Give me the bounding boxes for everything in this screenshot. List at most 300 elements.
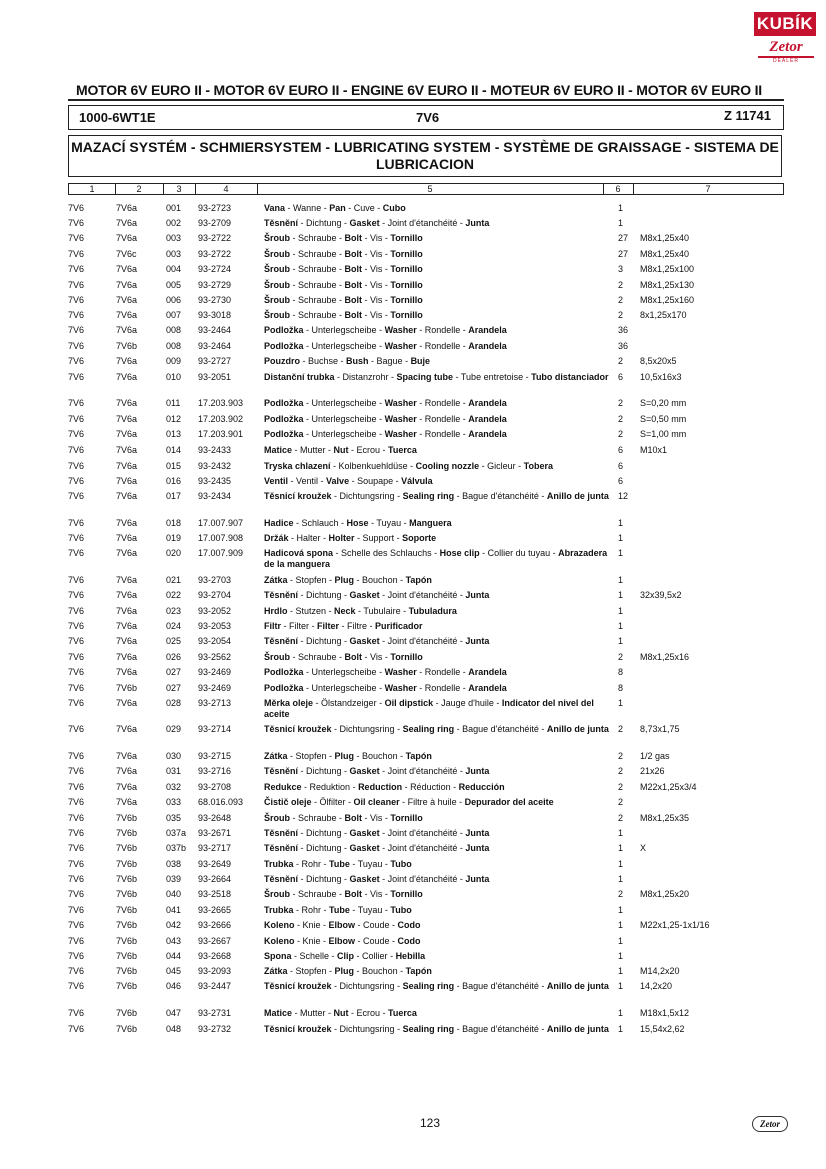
catalog-number: Z 11741 bbox=[724, 108, 771, 123]
part-number-cell: 68.016.093 bbox=[198, 797, 244, 807]
position-cell: 024 bbox=[166, 621, 182, 631]
description-cell: Hadice - Schlauch - Hose - Tuyau - Manguera bbox=[264, 518, 452, 528]
variant-cell: 7V6b bbox=[116, 874, 138, 884]
part-number-cell: 93-3018 bbox=[198, 310, 232, 320]
quantity-cell: 1 bbox=[618, 218, 624, 228]
model-cell: 7V6 bbox=[68, 981, 85, 991]
note-cell: M8x1,25x40 bbox=[640, 233, 690, 243]
position-cell: 025 bbox=[166, 636, 182, 646]
model-cell: 7V6 bbox=[68, 1008, 85, 1018]
position-cell: 005 bbox=[166, 280, 182, 290]
model-cell: 7V6 bbox=[68, 874, 85, 884]
quantity-cell: 6 bbox=[618, 372, 624, 382]
model-cell: 7V6 bbox=[68, 461, 85, 471]
variant-cell: 7V6b bbox=[116, 843, 138, 853]
page-title: MOTOR 6V EURO II - MOTOR 6V EURO II - ENGINE 6V EURO II - MOTEUR 6V EURO II - MOTOR 6V EURO II bbox=[76, 82, 762, 98]
variant-cell: 7V6b bbox=[116, 859, 138, 869]
note-cell: 1/2 gas bbox=[640, 751, 670, 761]
model-cell: 7V6 bbox=[68, 920, 85, 930]
model-cell: 7V6 bbox=[68, 1024, 85, 1034]
note-cell: 21x26 bbox=[640, 766, 665, 776]
variant-cell: 7V6a bbox=[116, 766, 138, 776]
quantity-cell: 1 bbox=[618, 621, 624, 631]
part-number-cell: 93-2704 bbox=[198, 590, 232, 600]
part-number-cell: 93-2708 bbox=[198, 782, 232, 792]
part-number-cell: 93-2703 bbox=[198, 575, 232, 585]
position-cell: 044 bbox=[166, 951, 182, 961]
variant-cell: 7V6a bbox=[116, 218, 138, 228]
part-number-cell: 93-2432 bbox=[198, 461, 232, 471]
position-cell: 037b bbox=[166, 843, 187, 853]
part-number-cell: 17.007.908 bbox=[198, 533, 244, 543]
variant-cell: 7V6b bbox=[116, 813, 138, 823]
position-cell: 008 bbox=[166, 341, 182, 351]
note-cell: M22x1,25-1x1/16 bbox=[640, 920, 710, 930]
quantity-cell: 6 bbox=[618, 445, 624, 455]
position-cell: 017 bbox=[166, 491, 182, 501]
description-cell: Čistič oleje - Ölfilter - Oil cleaner - Filtre à huile - Depurador del aceite bbox=[264, 797, 554, 807]
variant-cell: 7V6a bbox=[116, 325, 138, 335]
col-header-2: 2 bbox=[136, 184, 142, 194]
note-cell: M14,2x20 bbox=[640, 966, 680, 976]
note-cell: M18x1,5x12 bbox=[640, 1008, 690, 1018]
variant-cell: 7V6a bbox=[116, 575, 138, 585]
quantity-cell: 1 bbox=[618, 874, 624, 884]
position-cell: 021 bbox=[166, 575, 182, 585]
quantity-cell: 1 bbox=[618, 920, 624, 930]
position-cell: 032 bbox=[166, 782, 182, 792]
model-cell: 7V6 bbox=[68, 203, 85, 213]
quantity-cell: 1 bbox=[618, 606, 624, 616]
variant-cell: 7V6a bbox=[116, 491, 138, 501]
description-cell: Vana - Wanne - Pan - Cuve - Cubo bbox=[264, 203, 406, 213]
model-cell: 7V6 bbox=[68, 621, 85, 631]
model-cell: 7V6 bbox=[68, 445, 85, 455]
variant-cell: 7V6c bbox=[116, 249, 137, 259]
model-cell: 7V6 bbox=[68, 548, 85, 558]
position-cell: 004 bbox=[166, 264, 182, 274]
col-header-1: 1 bbox=[89, 184, 95, 194]
position-cell: 009 bbox=[166, 356, 182, 366]
description-cell: Podložka - Unterlegscheibe - Washer - Rondelle - Arandela bbox=[264, 683, 507, 693]
note-cell: M10x1 bbox=[640, 445, 668, 455]
note-cell: 32x39,5x2 bbox=[640, 590, 682, 600]
position-cell: 014 bbox=[166, 445, 182, 455]
model-cell: 7V6 bbox=[68, 476, 85, 486]
description-cell: Filtr - Filter - Filter - Filtre - Purificador bbox=[264, 621, 423, 631]
description-cell: Těsnění - Dichtung - Gasket - Joint d'étanchéité - Junta bbox=[264, 843, 490, 853]
part-number-cell: 93-2093 bbox=[198, 966, 232, 976]
position-cell: 037a bbox=[166, 828, 187, 838]
quantity-cell: 1 bbox=[618, 636, 624, 646]
quantity-cell: 1 bbox=[618, 951, 624, 961]
model-cell: 7V6 bbox=[68, 372, 85, 382]
model-cell: 7V6 bbox=[68, 859, 85, 869]
model-cell: 7V6 bbox=[68, 683, 85, 693]
position-cell: 048 bbox=[166, 1024, 182, 1034]
description-cell: Těsnicí kroužek - Dichtungsring - Sealing ring - Bague d'étanchéité - Anillo de junta bbox=[264, 724, 609, 734]
part-number-cell: 93-2730 bbox=[198, 295, 232, 305]
part-number-cell: 17.007.907 bbox=[198, 518, 244, 528]
model-cell: 7V6 bbox=[68, 590, 85, 600]
description-cell: Pouzdro - Buchse - Bush - Bague - Buje bbox=[264, 356, 431, 366]
note-cell: M8x1,25x35 bbox=[640, 813, 690, 823]
model-cell: 7V6 bbox=[68, 751, 85, 761]
quantity-cell: 1 bbox=[618, 518, 624, 528]
description-cell: Podložka - Unterlegscheibe - Washer - Rondelle - Arandela bbox=[264, 398, 507, 408]
part-number-cell: 93-2723 bbox=[198, 203, 232, 213]
note-cell: X bbox=[640, 843, 647, 853]
position-cell: 022 bbox=[166, 590, 182, 600]
variant-cell: 7V6a bbox=[116, 782, 138, 792]
part-number-cell: 93-2668 bbox=[198, 951, 232, 961]
part-number-cell: 93-2716 bbox=[198, 766, 232, 776]
note-cell: S=0,50 mm bbox=[640, 414, 687, 424]
model-cell: 7V6 bbox=[68, 843, 85, 853]
variant-cell: 7V6a bbox=[116, 476, 138, 486]
quantity-cell: 2 bbox=[618, 429, 624, 439]
quantity-cell: 1 bbox=[618, 936, 624, 946]
quantity-cell: 2 bbox=[618, 652, 624, 662]
quantity-cell: 1 bbox=[618, 590, 624, 600]
model-cell: 7V6 bbox=[68, 414, 85, 424]
quantity-cell: 6 bbox=[618, 461, 624, 471]
description-cell: Tryska chlazení - Kolbenkuehldüse - Cooling nozzle - Gicleur - Tobera bbox=[264, 461, 553, 471]
quantity-cell: 1 bbox=[618, 828, 624, 838]
quantity-cell: 1 bbox=[618, 981, 624, 991]
model-cell: 7V6 bbox=[68, 889, 85, 899]
note-cell: M8x1,25x100 bbox=[640, 264, 695, 274]
position-cell: 023 bbox=[166, 606, 182, 616]
part-number-cell: 17.203.903 bbox=[198, 398, 244, 408]
model-cell: 7V6 bbox=[68, 218, 85, 228]
model-code: 1000-6WT1E bbox=[79, 110, 156, 125]
part-number-cell: 17.007.909 bbox=[198, 548, 244, 558]
part-number-cell: 93-2665 bbox=[198, 905, 232, 915]
variant-cell: 7V6a bbox=[116, 372, 138, 382]
position-cell: 002 bbox=[166, 218, 182, 228]
part-number-cell: 93-2648 bbox=[198, 813, 232, 823]
description-cell: Šroub - Schraube - Bolt - Vis - Tornillo bbox=[264, 889, 423, 899]
variant-cell: 7V6a bbox=[116, 264, 138, 274]
part-number-cell: 93-2724 bbox=[198, 264, 232, 274]
description-cell: Zátka - Stopfen - Plug - Bouchon - Tapón bbox=[264, 575, 432, 585]
description-cell: Koleno - Knie - Elbow - Coude - Codo bbox=[264, 920, 421, 930]
note-cell: M8x1,25x40 bbox=[640, 249, 690, 259]
part-number-cell: 93-2464 bbox=[198, 341, 232, 351]
description-cell: Ventil - Ventil - Valve - Soupape - Válvula bbox=[264, 476, 433, 486]
col-header-7: 7 bbox=[705, 184, 711, 194]
position-cell: 038 bbox=[166, 859, 182, 869]
description-cell: Zátka - Stopfen - Plug - Bouchon - Tapón bbox=[264, 751, 432, 761]
part-number-cell: 93-2666 bbox=[198, 920, 232, 930]
position-cell: 039 bbox=[166, 874, 182, 884]
part-number-cell: 93-2053 bbox=[198, 621, 232, 631]
description-cell: Šroub - Schraube - Bolt - Vis - Tornillo bbox=[264, 295, 423, 305]
position-cell: 003 bbox=[166, 233, 182, 243]
variant-cell: 7V6a bbox=[116, 356, 138, 366]
zetor-footer-badge: Zetor bbox=[752, 1116, 788, 1132]
description-cell: Distanční trubka - Distanzrohr - Spacing tube - Tube entretoise - Tubo distanciador bbox=[264, 372, 609, 382]
part-number-cell: 93-2562 bbox=[198, 652, 232, 662]
quantity-cell: 2 bbox=[618, 356, 624, 366]
position-cell: 015 bbox=[166, 461, 182, 471]
model-cell: 7V6 bbox=[68, 951, 85, 961]
quantity-cell: 1 bbox=[618, 966, 624, 976]
part-number-cell: 93-2727 bbox=[198, 356, 232, 366]
part-number-cell: 93-2054 bbox=[198, 636, 232, 646]
model-cell: 7V6 bbox=[68, 667, 85, 677]
description-cell: Šroub - Schraube - Bolt - Vis - Tornillo bbox=[264, 264, 423, 274]
variant-cell: 7V6a bbox=[116, 667, 138, 677]
variant-cell: 7V6b bbox=[116, 951, 138, 961]
model-cell: 7V6 bbox=[68, 518, 85, 528]
description-cell: Podložka - Unterlegscheibe - Washer - Rondelle - Arandela bbox=[264, 429, 507, 439]
part-number-cell: 93-2469 bbox=[198, 683, 232, 693]
note-cell: M22x1,25x3/4 bbox=[640, 782, 697, 792]
quantity-cell: 1 bbox=[618, 533, 624, 543]
position-cell: 033 bbox=[166, 797, 182, 807]
kubik-logo-text: KUBÍK bbox=[754, 12, 816, 36]
quantity-cell: 12 bbox=[618, 491, 629, 501]
quantity-cell: 2 bbox=[618, 813, 624, 823]
variant-cell: 7V6b bbox=[116, 920, 138, 930]
variant-cell: 7V6b bbox=[116, 341, 138, 351]
part-number-cell: 93-2722 bbox=[198, 249, 232, 259]
position-cell: 020 bbox=[166, 548, 182, 558]
quantity-cell: 1 bbox=[618, 203, 624, 213]
model-cell: 7V6 bbox=[68, 429, 85, 439]
model-cell: 7V6 bbox=[68, 905, 85, 915]
description-cell: Šroub - Schraube - Bolt - Vis - Tornillo bbox=[264, 249, 423, 259]
part-number-cell: 17.203.902 bbox=[198, 414, 244, 424]
variant-cell: 7V6a bbox=[116, 414, 138, 424]
model-cell: 7V6 bbox=[68, 652, 85, 662]
model-cell: 7V6 bbox=[68, 398, 85, 408]
model-cell: 7V6 bbox=[68, 766, 85, 776]
variant-cell: 7V6b bbox=[116, 683, 138, 693]
description-cell: Spona - Schelle - Clip - Collier - Hebilla bbox=[264, 951, 426, 961]
zetor-logo-text: Zetor bbox=[758, 38, 814, 58]
col-header-3: 3 bbox=[176, 184, 182, 194]
description-cell: Držák - Halter - Holter - Support - Soporte bbox=[264, 533, 437, 543]
quantity-cell: 2 bbox=[618, 782, 624, 792]
position-cell: 026 bbox=[166, 652, 182, 662]
position-cell: 030 bbox=[166, 751, 182, 761]
description-cell: Hadicová spona - Schelle des Schlauchs - Hose clip - Collier du tuyau - Abrazadera de la manguera bbox=[264, 548, 608, 569]
variant-cell: 7V6b bbox=[116, 828, 138, 838]
quantity-cell: 36 bbox=[618, 341, 629, 351]
note-cell: 8,5x20x5 bbox=[640, 356, 677, 366]
model-cell: 7V6 bbox=[68, 606, 85, 616]
description-cell: Podložka - Unterlegscheibe - Washer - Rondelle - Arandela bbox=[264, 341, 507, 351]
quantity-cell: 27 bbox=[618, 233, 629, 243]
variant-cell: 7V6a bbox=[116, 797, 138, 807]
variant-cell: 7V6a bbox=[116, 751, 138, 761]
position-cell: 045 bbox=[166, 966, 182, 976]
quantity-cell: 8 bbox=[618, 683, 624, 693]
part-number-cell: 93-2731 bbox=[198, 1008, 232, 1018]
position-cell: 027 bbox=[166, 683, 182, 693]
part-number-cell: 93-2664 bbox=[198, 874, 232, 884]
model-cell: 7V6 bbox=[68, 341, 85, 351]
note-cell: 8,73x1,75 bbox=[640, 724, 680, 734]
quantity-cell: 2 bbox=[618, 414, 624, 424]
position-cell: 041 bbox=[166, 905, 182, 915]
position-cell: 013 bbox=[166, 429, 182, 439]
quantity-cell: 2 bbox=[618, 310, 624, 320]
note-cell: 14,2x20 bbox=[640, 981, 673, 991]
description-cell: Těsnicí kroužek - Dichtungsring - Sealing ring - Bague d'étanchéité - Anillo de junta bbox=[264, 981, 609, 991]
description-cell: Těsnění - Dichtung - Gasket - Joint d'étanchéité - Junta bbox=[264, 590, 490, 600]
model-cell: 7V6 bbox=[68, 724, 85, 734]
description-cell: Koleno - Knie - Elbow - Coude - Codo bbox=[264, 936, 421, 946]
variant-cell: 7V6a bbox=[116, 233, 138, 243]
note-cell: 8x1,25x170 bbox=[640, 310, 687, 320]
col-header-5: 5 bbox=[427, 184, 433, 194]
part-number-cell: 93-2667 bbox=[198, 936, 232, 946]
model-cell: 7V6 bbox=[68, 295, 85, 305]
model-cell: 7V6 bbox=[68, 966, 85, 976]
part-number-cell: 93-2722 bbox=[198, 233, 232, 243]
part-number-cell: 93-2433 bbox=[198, 445, 232, 455]
model-cell: 7V6 bbox=[68, 264, 85, 274]
variant-cell: 7V6a bbox=[116, 652, 138, 662]
model-cell: 7V6 bbox=[68, 698, 85, 708]
model-cell: 7V6 bbox=[68, 249, 85, 259]
position-cell: 011 bbox=[166, 398, 181, 408]
part-number-cell: 93-2052 bbox=[198, 606, 232, 616]
description-cell: Redukce - Reduktion - Reduction - Réduction - Reducción bbox=[264, 782, 505, 792]
section-title-line2: LUBRICACION bbox=[376, 156, 474, 172]
part-number-cell: 93-2469 bbox=[198, 667, 232, 677]
variant-cell: 7V6a bbox=[116, 398, 138, 408]
quantity-cell: 6 bbox=[618, 476, 624, 486]
position-cell: 003 bbox=[166, 249, 182, 259]
position-cell: 046 bbox=[166, 981, 182, 991]
part-number-cell: 93-2435 bbox=[198, 476, 232, 486]
part-number-cell: 93-2732 bbox=[198, 1024, 232, 1034]
part-number-cell: 93-2051 bbox=[198, 372, 232, 382]
part-number-cell: 93-2713 bbox=[198, 698, 232, 708]
quantity-cell: 1 bbox=[618, 698, 624, 708]
model-cell: 7V6 bbox=[68, 782, 85, 792]
quantity-cell: 1 bbox=[618, 1008, 624, 1018]
note-cell: 10,5x16x3 bbox=[640, 372, 682, 382]
model-cell: 7V6 bbox=[68, 828, 85, 838]
position-cell: 035 bbox=[166, 813, 182, 823]
description-cell: Těsnění - Dichtung - Gasket - Joint d'étanchéité - Junta bbox=[264, 218, 490, 228]
model-cell: 7V6 bbox=[68, 636, 85, 646]
position-cell: 010 bbox=[166, 372, 182, 382]
part-number-cell: 93-2709 bbox=[198, 218, 232, 228]
model-cell: 7V6 bbox=[68, 233, 85, 243]
variant-cell: 7V6a bbox=[116, 724, 138, 734]
quantity-cell: 27 bbox=[618, 249, 629, 259]
quantity-cell: 3 bbox=[618, 264, 624, 274]
variant-cell: 7V6b bbox=[116, 1008, 138, 1018]
part-number-cell: 93-2464 bbox=[198, 325, 232, 335]
quantity-cell: 1 bbox=[618, 575, 624, 585]
variant-cell: 7V6a bbox=[116, 698, 138, 708]
part-number-cell: 93-2717 bbox=[198, 843, 232, 853]
part-number-cell: 93-2671 bbox=[198, 828, 232, 838]
description-cell: Těsnicí kroužek - Dichtungsring - Sealing ring - Bague d'étanchéité - Anillo de junta bbox=[264, 491, 609, 501]
variant-cell: 7V6a bbox=[116, 445, 138, 455]
position-cell: 042 bbox=[166, 920, 182, 930]
variant-cell: 7V6a bbox=[116, 636, 138, 646]
part-number-cell: 93-2714 bbox=[198, 724, 232, 734]
quantity-cell: 1 bbox=[618, 843, 624, 853]
model-cell: 7V6 bbox=[68, 325, 85, 335]
variant-cell: 7V6a bbox=[116, 310, 138, 320]
quantity-cell: 2 bbox=[618, 766, 624, 776]
description-cell: Trubka - Rohr - Tube - Tuyau - Tubo bbox=[264, 905, 412, 915]
position-cell: 047 bbox=[166, 1008, 182, 1018]
col-header-4: 4 bbox=[223, 184, 229, 194]
model-cell: 7V6 bbox=[68, 575, 85, 585]
position-cell: 001 bbox=[166, 203, 182, 213]
description-cell: Těsnění - Dichtung - Gasket - Joint d'étanchéité - Junta bbox=[264, 636, 490, 646]
variant-cell: 7V6b bbox=[116, 905, 138, 915]
description-cell: Zátka - Stopfen - Plug - Bouchon - Tapón bbox=[264, 966, 432, 976]
position-cell: 007 bbox=[166, 310, 182, 320]
description-cell: Matice - Mutter - Nut - Ecrou - Tuerca bbox=[264, 445, 417, 455]
description-cell: Hrdlo - Stutzen - Neck - Tubulaire - Tubuladura bbox=[264, 606, 457, 616]
position-cell: 040 bbox=[166, 889, 182, 899]
note-cell: M8x1,25x160 bbox=[640, 295, 695, 305]
variant-cell: 7V6a bbox=[116, 203, 138, 213]
quantity-cell: 2 bbox=[618, 797, 624, 807]
position-cell: 018 bbox=[166, 518, 182, 528]
quantity-cell: 2 bbox=[618, 398, 624, 408]
variant-cell: 7V6b bbox=[116, 936, 138, 946]
description-cell: Podložka - Unterlegscheibe - Washer - Rondelle - Arandela bbox=[264, 414, 507, 424]
model-cell: 7V6 bbox=[68, 533, 85, 543]
quantity-cell: 1 bbox=[618, 1024, 624, 1034]
description-cell: Těsnění - Dichtung - Gasket - Joint d'étanchéité - Junta bbox=[264, 766, 490, 776]
quantity-cell: 2 bbox=[618, 280, 624, 290]
description-cell: Šroub - Schraube - Bolt - Vis - Tornillo bbox=[264, 652, 423, 662]
model-cell: 7V6 bbox=[68, 491, 85, 501]
description-cell: Trubka - Rohr - Tube - Tuyau - Tubo bbox=[264, 859, 412, 869]
variant-cell: 7V6b bbox=[116, 889, 138, 899]
note-cell: M8x1,25x16 bbox=[640, 652, 690, 662]
position-cell: 006 bbox=[166, 295, 182, 305]
quantity-cell: 1 bbox=[618, 905, 624, 915]
description-cell: Podložka - Unterlegscheibe - Washer - Rondelle - Arandela bbox=[264, 667, 507, 677]
variant-cell: 7V6b bbox=[116, 981, 138, 991]
description-cell: Šroub - Schraube - Bolt - Vis - Tornillo bbox=[264, 310, 423, 320]
quantity-cell: 36 bbox=[618, 325, 629, 335]
variant-cell: 7V6a bbox=[116, 518, 138, 528]
description-cell: Podložka - Unterlegscheibe - Washer - Rondelle - Arandela bbox=[264, 325, 507, 335]
variant-cell: 7V6a bbox=[116, 606, 138, 616]
model-cell: 7V6 bbox=[68, 797, 85, 807]
quantity-cell: 1 bbox=[618, 548, 624, 558]
part-number-cell: 93-2715 bbox=[198, 751, 232, 761]
position-cell: 029 bbox=[166, 724, 182, 734]
quantity-cell: 8 bbox=[618, 667, 624, 677]
quantity-cell: 2 bbox=[618, 724, 624, 734]
quantity-cell: 2 bbox=[618, 751, 624, 761]
note-cell: 15,54x2,62 bbox=[640, 1024, 685, 1034]
variant-cell: 7V6a bbox=[116, 590, 138, 600]
variant-cell: 7V6b bbox=[116, 966, 138, 976]
variant-cell: 7V6a bbox=[116, 548, 138, 558]
variant-cell: 7V6a bbox=[116, 533, 138, 543]
part-number-cell: 93-2434 bbox=[198, 491, 232, 501]
